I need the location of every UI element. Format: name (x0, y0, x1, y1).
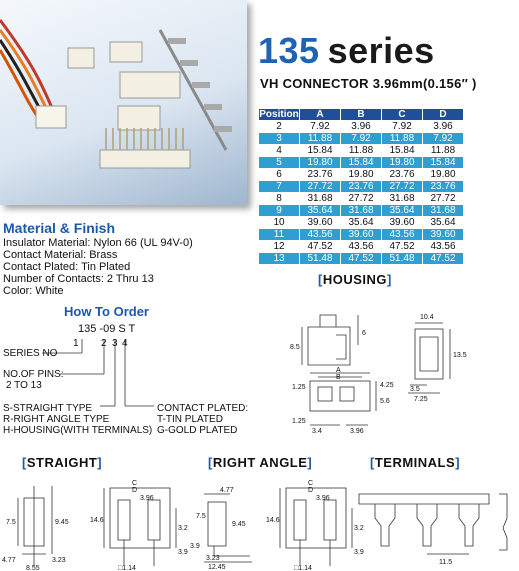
dim-label: 4.77 (220, 487, 234, 494)
dim-label: 10.4 (420, 314, 434, 321)
series-number: 135 (258, 30, 320, 71)
plated-label: CONTACT PLATED: (157, 403, 249, 414)
table-cell: 43.56 (423, 241, 464, 253)
dim-label: 3.2 (178, 525, 188, 532)
table-cell: 8 (259, 193, 300, 205)
table-row (259, 229, 464, 241)
table-cell: 27.72 (300, 181, 341, 193)
table-cell: 10 (259, 217, 300, 229)
series-no-label: SERIES NO (3, 348, 58, 359)
dim-label: 8.5 (290, 344, 300, 351)
table-cell: 51.48 (300, 253, 341, 265)
plated-label: T-TIN PLATED (157, 414, 223, 425)
type-label: S-STRAIGHT TYPE (3, 403, 93, 414)
order-code: 135 -09 S T (78, 323, 136, 335)
table-cell: 31.68 (341, 205, 382, 217)
table-cell: 11.88 (382, 133, 423, 145)
table-cell: 23.76 (341, 181, 382, 193)
table-cell: 7 (259, 181, 300, 193)
table-cell: 47.52 (300, 241, 341, 253)
table-header-cell: D (423, 109, 464, 121)
table-row (259, 181, 464, 193)
connector-photo-illustration (0, 0, 247, 205)
table-header-cell: A (300, 109, 341, 121)
product-photo (0, 0, 247, 205)
dim-label: 11.5 (439, 559, 453, 566)
right-angle-drawing (190, 478, 365, 571)
straight-drawing (0, 478, 205, 571)
dim-label: 3.5 (410, 386, 420, 393)
table-cell: 23.76 (382, 169, 423, 181)
material-line: Contact Plated: Tin Plated (3, 261, 131, 273)
table-cell: 2 (259, 121, 300, 133)
table-cell: 51.48 (382, 253, 423, 265)
table-cell: 11.88 (300, 133, 341, 145)
dim-label: 3.96 (140, 495, 154, 502)
dim-label: 7.5 (196, 513, 206, 520)
table-cell: 7.92 (382, 121, 423, 133)
type-label: R-RIGHT ANGLE TYPE (3, 414, 110, 425)
table-cell: 5 (259, 157, 300, 169)
table-cell: 3.96 (423, 121, 464, 133)
dim-label: 7.5 (6, 519, 16, 526)
table-cell: 39.60 (382, 217, 423, 229)
dim-label: □1.14 (118, 565, 136, 571)
table-cell: 43.56 (300, 229, 341, 241)
order-digit: 1 (73, 338, 79, 349)
table-cell: 31.68 (300, 193, 341, 205)
pins-range: 2 TO 13 (6, 380, 42, 391)
table-cell: 7.92 (300, 121, 341, 133)
dim-label: 14.6 (90, 517, 104, 524)
table-cell: 35.64 (382, 205, 423, 217)
material-title: Material & Finish (3, 220, 116, 236)
order-digit: 2 (101, 338, 107, 349)
table-cell: 47.52 (382, 241, 423, 253)
table-cell: 11 (259, 229, 300, 241)
table-cell: 15.84 (382, 145, 423, 157)
dim-label: 3.9 (190, 543, 200, 550)
page-title (258, 30, 435, 72)
material-line: Insulator Material: Nylon 66 (UL 94V-0) (3, 237, 193, 249)
dim-label: 7.25 (414, 396, 428, 403)
table-header-cell: B (341, 109, 382, 121)
housing-section-label: [HOUSING] (318, 272, 392, 287)
type-label: H-HOUSING(WITH TERMINALS) (3, 425, 153, 436)
table-cell: 19.80 (423, 169, 464, 181)
table-row (259, 241, 464, 253)
dim-label: 13.5 (453, 352, 467, 359)
table-cell: 19.80 (341, 169, 382, 181)
table-cell: 27.72 (382, 181, 423, 193)
table-row (259, 205, 464, 217)
dim-label: 3.96 (350, 428, 364, 435)
table-cell: 39.60 (341, 229, 382, 241)
table-cell: 35.64 (300, 205, 341, 217)
table-cell: 39.60 (300, 217, 341, 229)
table-cell: 11.88 (423, 145, 464, 157)
dim-label: 1.25 (292, 384, 306, 391)
table-cell: 23.76 (300, 169, 341, 181)
dim-label: 14.6 (266, 517, 280, 524)
dim-label: 9.45 (55, 519, 69, 526)
dim-label: 3.23 (52, 557, 66, 564)
series-word: series (327, 30, 435, 71)
table-row (259, 133, 464, 145)
table-row (259, 169, 464, 181)
dim-label: 1.25 (292, 418, 306, 425)
material-line: Number of Contacts: 2 Thru 13 (3, 273, 154, 285)
table-cell: 9 (259, 205, 300, 217)
order-title: How To Order (64, 304, 149, 319)
dim-label: D (132, 487, 138, 494)
dim-label: □1.14 (294, 565, 312, 571)
table-header-cell: Position (259, 109, 299, 120)
dim-label: C (308, 480, 314, 487)
material-line: Color: White (3, 285, 64, 297)
table-cell: 35.64 (423, 217, 464, 229)
dim-label: A (336, 367, 341, 374)
table-cell: 27.72 (341, 193, 382, 205)
dim-label: 3.2 (354, 525, 364, 532)
table-cell: 11.88 (341, 145, 382, 157)
housing-drawing (290, 295, 519, 445)
table-cell: 31.68 (382, 193, 423, 205)
table-row (259, 157, 464, 169)
order-digit: 3 (112, 338, 118, 349)
terminals-drawing (355, 478, 519, 571)
page-subtitle: VH CONNECTOR 3.96mm(0.156″ ) (260, 76, 477, 91)
dim-label: 3.96 (316, 495, 330, 502)
table-cell: 31.68 (423, 205, 464, 217)
dim-label: 12.45 (208, 564, 226, 571)
straight-section-label: [STRAIGHT] (22, 455, 103, 470)
order-digit: 4 (122, 338, 128, 349)
table-cell: 13 (259, 253, 300, 265)
dim-label: 6 (362, 330, 366, 337)
table-cell: 7.92 (341, 133, 382, 145)
dim-label: B (336, 374, 341, 381)
table-row (259, 121, 464, 133)
table-body (259, 121, 464, 265)
dim-label: 4.25 (380, 382, 394, 389)
table-cell: 6 (259, 169, 300, 181)
dim-label: 9.45 (232, 521, 246, 528)
table-cell: 23.76 (423, 181, 464, 193)
table-cell: 15.84 (341, 157, 382, 169)
dim-label: C (132, 480, 138, 487)
right-angle-section-label: [RIGHT ANGLE] (208, 455, 313, 470)
table-row (259, 145, 464, 157)
table-cell: 35.64 (341, 217, 382, 229)
table-cell: 12 (259, 241, 300, 253)
dim-label: 5.6 (380, 398, 390, 405)
dim-label: 3.23 (206, 555, 220, 562)
dimension-table (258, 108, 464, 265)
table-row (259, 193, 464, 205)
table-cell: 19.80 (300, 157, 341, 169)
table-cell: 43.56 (382, 229, 423, 241)
pins-label: NO.OF PINS: (3, 369, 64, 380)
table-header-cell: C (382, 109, 423, 121)
table-header-row (259, 109, 464, 121)
dim-label: 3.9 (178, 549, 188, 556)
table-cell: 3.96 (341, 121, 382, 133)
dim-label: 8.55 (26, 565, 40, 571)
table-cell: 47.52 (341, 253, 382, 265)
table-cell: 43.56 (341, 241, 382, 253)
dim-label: 3.9 (354, 549, 364, 556)
terminals-section-label: [TERMINALS] (370, 455, 461, 470)
table-cell: 7.92 (423, 133, 464, 145)
table-cell: 19.80 (382, 157, 423, 169)
table-cell: 39.60 (423, 229, 464, 241)
table-row (259, 217, 464, 229)
table-cell: 4 (259, 145, 300, 157)
dim-label: D (308, 487, 314, 494)
table-cell: 3 (259, 133, 300, 145)
dim-label: 3.4 (312, 428, 322, 435)
table-cell: 15.84 (300, 145, 341, 157)
table-cell: 15.84 (423, 157, 464, 169)
table-cell: 47.52 (423, 253, 464, 265)
dim-label: 4.77 (2, 557, 16, 564)
table-row (259, 253, 464, 265)
table-cell: 27.72 (423, 193, 464, 205)
material-line: Contact Material: Brass (3, 249, 118, 261)
plated-label: G-GOLD PLATED (157, 425, 238, 436)
